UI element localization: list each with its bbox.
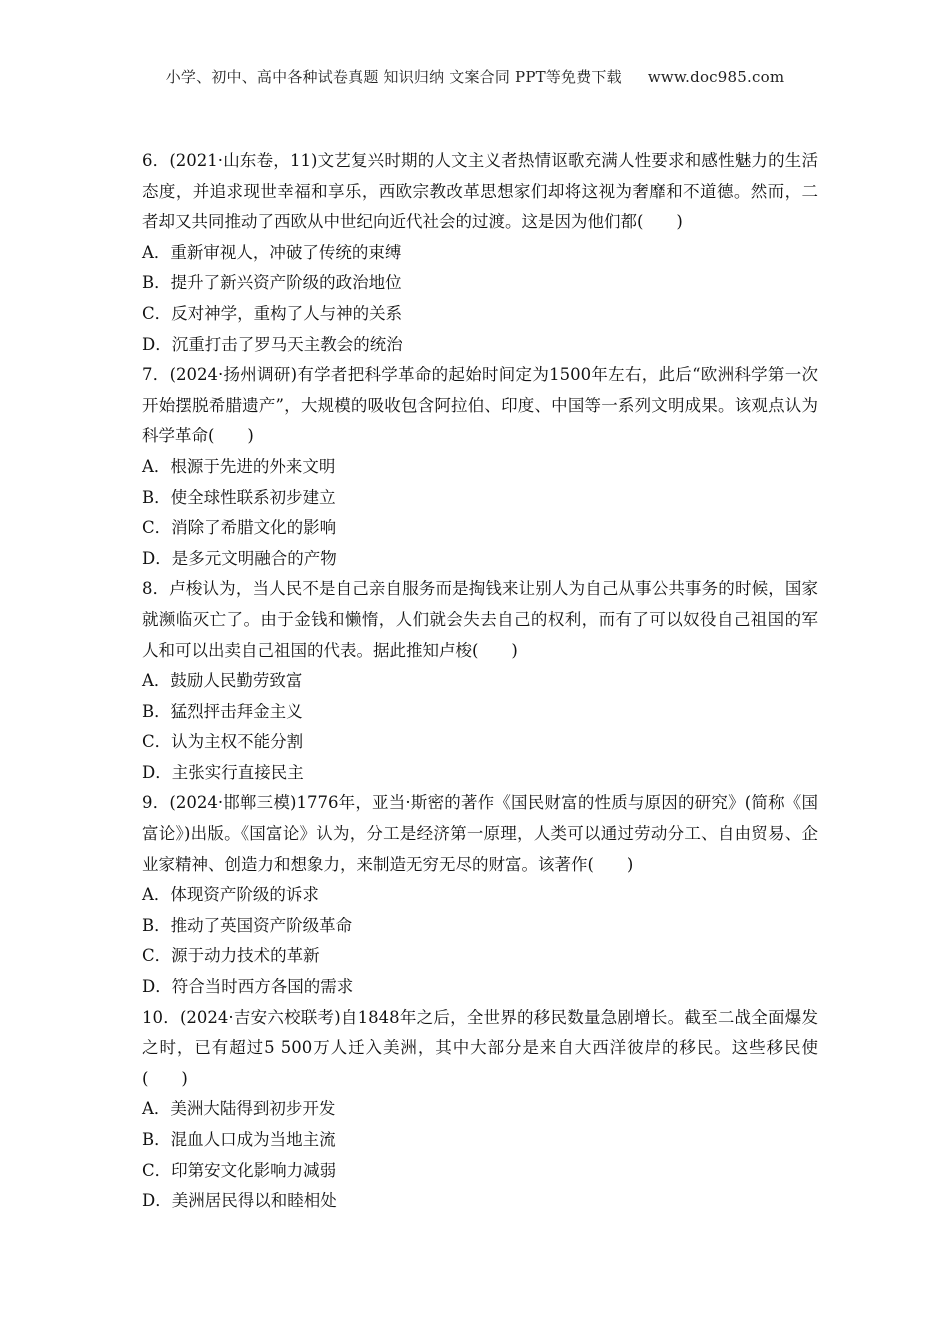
option-c: C．认为主权不能分割 [142,732,304,752]
option-b: B．使全球性联系初步建立 [142,487,336,507]
option-c: C．反对神学，重构了人与神的关系 [142,303,403,323]
page-header [0,66,950,87]
option-b: B．推动了英国资产阶级革命 [142,915,353,935]
option-a: A．体现资产阶级的诉求 [142,885,319,905]
option-a: A．美洲大陆得到初步开发 [142,1099,336,1119]
option-d: D．是多元文明融合的产物 [142,548,337,568]
option-b: B．提升了新兴资产阶级的政治地位 [142,273,402,293]
header-site-link[interactable]: www.doc985.com [647,68,785,86]
question-stem: 6．(2021·山东卷，11)文艺复兴时期的人文主义者热情讴歌充满人性要求和感性魅力的生活态度，并追求现世幸福和享乐，西欧宗教改革思想家们却将这视为奢靡和不道德。然而，二者却又共同推动了西欧从中世纪向近代社会的过渡。这是因为他们都( ) [142,151,818,232]
option-c: C．消除了希腊文化的影响 [142,518,337,538]
question-stem: 7．(2024·扬州调研)有学者把科学革命的起始时间定为1500年左右，此后“欧洲科学第一次开始摆脱希腊遗产”，大规模的吸收包含阿拉伯、印度、中国等一系列文明成果。该观点认为科学革命( ) [142,365,818,446]
option-d: D．符合当时西方各国的需求 [142,977,354,997]
option-d: D．美洲居民得以和睦相处 [142,1191,337,1211]
option-b: B．混血人口成为当地主流 [142,1130,336,1149]
option-c: C．源于动力技术的革新 [142,946,320,966]
option-d: D．主张实行直接民主 [142,762,304,782]
header-text: 小学、初中、高中各种试卷真题 知识归纳 文案合同 PPT等免费下载 [165,68,622,86]
question-stem: 9．(2024·邯郸三模)1776年，亚当·斯密的著作《国民财富的性质与原因的研究》(简称《国富论》)出版。《国富论》认为，分工是经济第一原理，人类可以通过劳动分工、自由贸易、企业家精神、创造力和想象力，来制造无穷无尽的财富。该著作( ) [142,793,818,874]
option-a: A．重新审视人，冲破了传统的束缚 [142,242,402,262]
question-stem: 8．卢梭认为，当人民不是自己亲自服务而是掏钱来让别人为自己从事公共事务的时候，国家就濒临灭亡了。由于金钱和懒惰，人们就会失去自己的权利，而有了可以奴役自己祖国的军人和可以出卖自己祖国的代表。据此推知卢梭( ) [142,579,818,660]
option-d: D．沉重打击了罗马天主教会的统治 [142,334,403,354]
option-c: C．印第安文化影响力减弱 [142,1160,337,1180]
question-stem: 10．(2024·吉安六校联考)自1848年之后，全世界的移民数量急剧增长。截至二战全面爆发之时，已有超过5 500万人迁入美洲，其中大部分是来自大西洋彼岸的移民。这些移民使( ) [142,1007,818,1088]
option-a: A．根源于先进的外来文明 [142,456,336,476]
questions-section [142,146,818,1217]
option-a: A．鼓励人民勤劳致富 [142,671,303,691]
option-b: B．猛烈抨击拜金主义 [142,701,303,721]
